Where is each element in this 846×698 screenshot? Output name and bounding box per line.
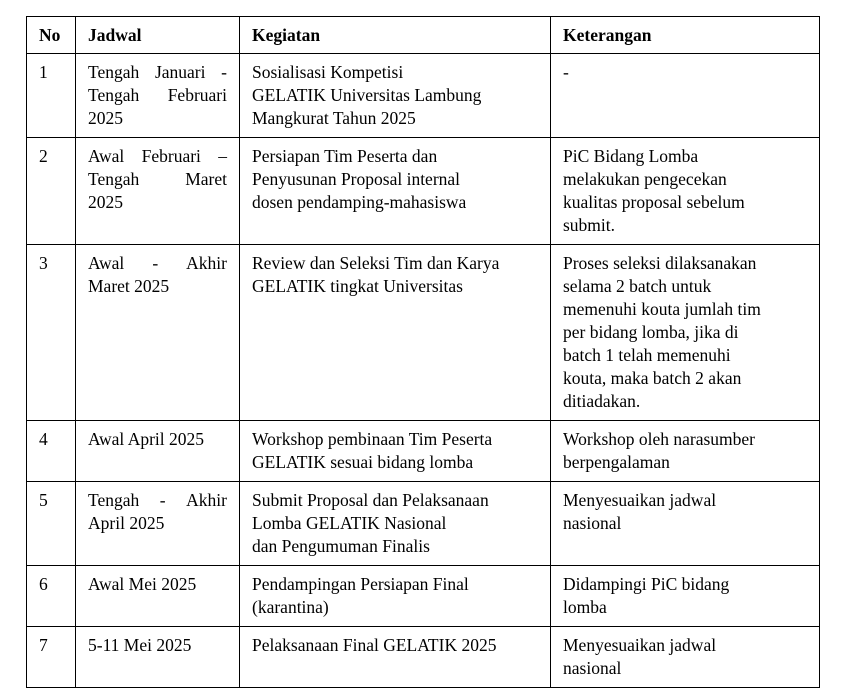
cell-keterangan-line: kualitas proposal sebelum (563, 192, 745, 212)
cell-no: 6 (27, 566, 76, 627)
cell-jadwal-line (88, 489, 227, 512)
cell-kegiatan-line: dosen pendamping-mahasiswa (252, 192, 467, 212)
cell-kegiatan-line: Pelaksanaan Final GELATIK 2025 (252, 635, 497, 655)
cell-jadwal (76, 421, 240, 482)
cell-keterangan-line: berpengalaman (563, 452, 670, 472)
cell-keterangan (551, 245, 820, 421)
cell-kegiatan-line: (karantina) (252, 597, 329, 617)
cell-keterangan-line: PiC Bidang Lomba (563, 146, 699, 166)
cell-kegiatan-line: Penyusunan Proposal internal (252, 169, 461, 189)
cell-jadwal-word: Tengah (88, 62, 140, 82)
cell-jadwal-word: Maret (185, 169, 227, 189)
cell-kegiatan (240, 245, 551, 421)
cell-kegiatan-line: Submit Proposal dan Pelaksanaan (252, 490, 489, 510)
cell-jadwal-line: Awal Mei 2025 (88, 574, 197, 594)
cell-kegiatan-line: Lomba GELATIK Nasional (252, 513, 447, 533)
cell-no: 5 (27, 482, 76, 566)
cell-keterangan-line: kouta, maka batch 2 akan (563, 368, 742, 388)
cell-jadwal-line: 2025 (88, 192, 123, 212)
cell-jadwal-line: April 2025 (88, 513, 165, 533)
cell-jadwal-word: Tengah (88, 169, 140, 189)
cell-jadwal-line (88, 252, 227, 275)
cell-kegiatan (240, 627, 551, 688)
cell-jadwal-word: Akhir (186, 490, 227, 510)
cell-jadwal-line (88, 145, 227, 168)
cell-jadwal-word: Akhir (186, 253, 227, 273)
table-body (27, 54, 820, 688)
header-no: No (27, 17, 76, 54)
cell-keterangan-line: ditiadakan. (563, 391, 641, 411)
table-row (27, 138, 820, 245)
cell-jadwal (76, 138, 240, 245)
cell-kegiatan (240, 566, 551, 627)
table-row (27, 482, 820, 566)
cell-jadwal-word: Awal (88, 146, 125, 166)
cell-keterangan-line: lomba (563, 597, 607, 617)
cell-jadwal-line (88, 168, 227, 191)
cell-kegiatan-line: Pendampingan Persiapan Final (252, 574, 469, 594)
cell-kegiatan (240, 54, 551, 138)
cell-jadwal-word: Tengah (88, 85, 140, 105)
table-header-row (27, 17, 820, 54)
cell-jadwal-word: Februari (141, 146, 201, 166)
cell-keterangan-line: Menyesuaikan jadwal (563, 635, 717, 655)
cell-keterangan-line: nasional (563, 513, 622, 533)
header-keterangan: Keterangan (551, 17, 820, 54)
cell-jadwal-word: - (152, 253, 159, 273)
cell-no: 2 (27, 138, 76, 245)
cell-kegiatan-line: GELATIK Universitas Lambung (252, 85, 482, 105)
cell-jadwal-word: Awal (88, 253, 125, 273)
cell-jadwal-word: - (159, 490, 166, 510)
table-row (27, 421, 820, 482)
cell-keterangan-line: Proses seleksi dilaksanakan (563, 253, 757, 273)
cell-keterangan-line: Didampingi PiC bidang (563, 574, 730, 594)
cell-keterangan-line: batch 1 telah memenuhi (563, 345, 731, 365)
cell-jadwal-word: Januari (154, 62, 206, 82)
cell-jadwal-line: 2025 (88, 108, 123, 128)
cell-kegiatan-line: Sosialisasi Kompetisi (252, 62, 404, 82)
cell-jadwal-line (88, 61, 227, 84)
cell-kegiatan (240, 421, 551, 482)
cell-keterangan-line: selama 2 batch untuk (563, 276, 712, 296)
cell-kegiatan-line: Workshop pembinaan Tim Peserta (252, 429, 493, 449)
cell-keterangan (551, 54, 820, 138)
header-jadwal: Jadwal (76, 17, 240, 54)
cell-jadwal-word: Februari (167, 85, 227, 105)
cell-keterangan-line: melakukan pengecekan (563, 169, 727, 189)
cell-kegiatan-line: Review dan Seleksi Tim dan Karya (252, 253, 500, 273)
cell-jadwal-word: Tengah (88, 490, 140, 510)
cell-keterangan-line: Menyesuaikan jadwal (563, 490, 717, 510)
header-kegiatan: Kegiatan (240, 17, 551, 54)
cell-kegiatan (240, 138, 551, 245)
cell-kegiatan-line: GELATIK sesuai bidang lomba (252, 452, 474, 472)
cell-jadwal-word: – (218, 146, 227, 166)
cell-keterangan (551, 482, 820, 566)
cell-kegiatan-line: dan Pengumuman Finalis (252, 536, 430, 556)
cell-keterangan-line: - (563, 62, 569, 82)
cell-keterangan (551, 138, 820, 245)
cell-jadwal (76, 245, 240, 421)
cell-keterangan-line: per bidang lomba, jika di (563, 322, 739, 342)
table-row (27, 245, 820, 421)
table-row (27, 54, 820, 138)
table-row (27, 627, 820, 688)
cell-keterangan-line: Workshop oleh narasumber (563, 429, 756, 449)
cell-kegiatan-line: GELATIK tingkat Universitas (252, 276, 463, 296)
cell-no: 7 (27, 627, 76, 688)
cell-keterangan (551, 566, 820, 627)
cell-keterangan-line: memenuhi kouta jumlah tim (563, 299, 761, 319)
cell-jadwal-line: Awal April 2025 (88, 429, 205, 449)
cell-jadwal (76, 566, 240, 627)
cell-jadwal-line: 5-11 Mei 2025 (88, 635, 192, 655)
cell-jadwal-word: - (221, 62, 227, 82)
cell-jadwal (76, 482, 240, 566)
cell-no: 3 (27, 245, 76, 421)
cell-kegiatan (240, 482, 551, 566)
cell-keterangan (551, 421, 820, 482)
cell-kegiatan-line: Persiapan Tim Peserta dan (252, 146, 438, 166)
cell-jadwal-line: Maret 2025 (88, 276, 170, 296)
cell-jadwal-line (88, 84, 227, 107)
cell-no: 1 (27, 54, 76, 138)
cell-no: 4 (27, 421, 76, 482)
cell-kegiatan-line: Mangkurat Tahun 2025 (252, 108, 416, 128)
schedule-table (26, 16, 820, 688)
cell-keterangan-line: nasional (563, 658, 622, 678)
cell-jadwal (76, 627, 240, 688)
cell-keterangan-line: submit. (563, 215, 616, 235)
cell-jadwal (76, 54, 240, 138)
table-row (27, 566, 820, 627)
cell-keterangan (551, 627, 820, 688)
